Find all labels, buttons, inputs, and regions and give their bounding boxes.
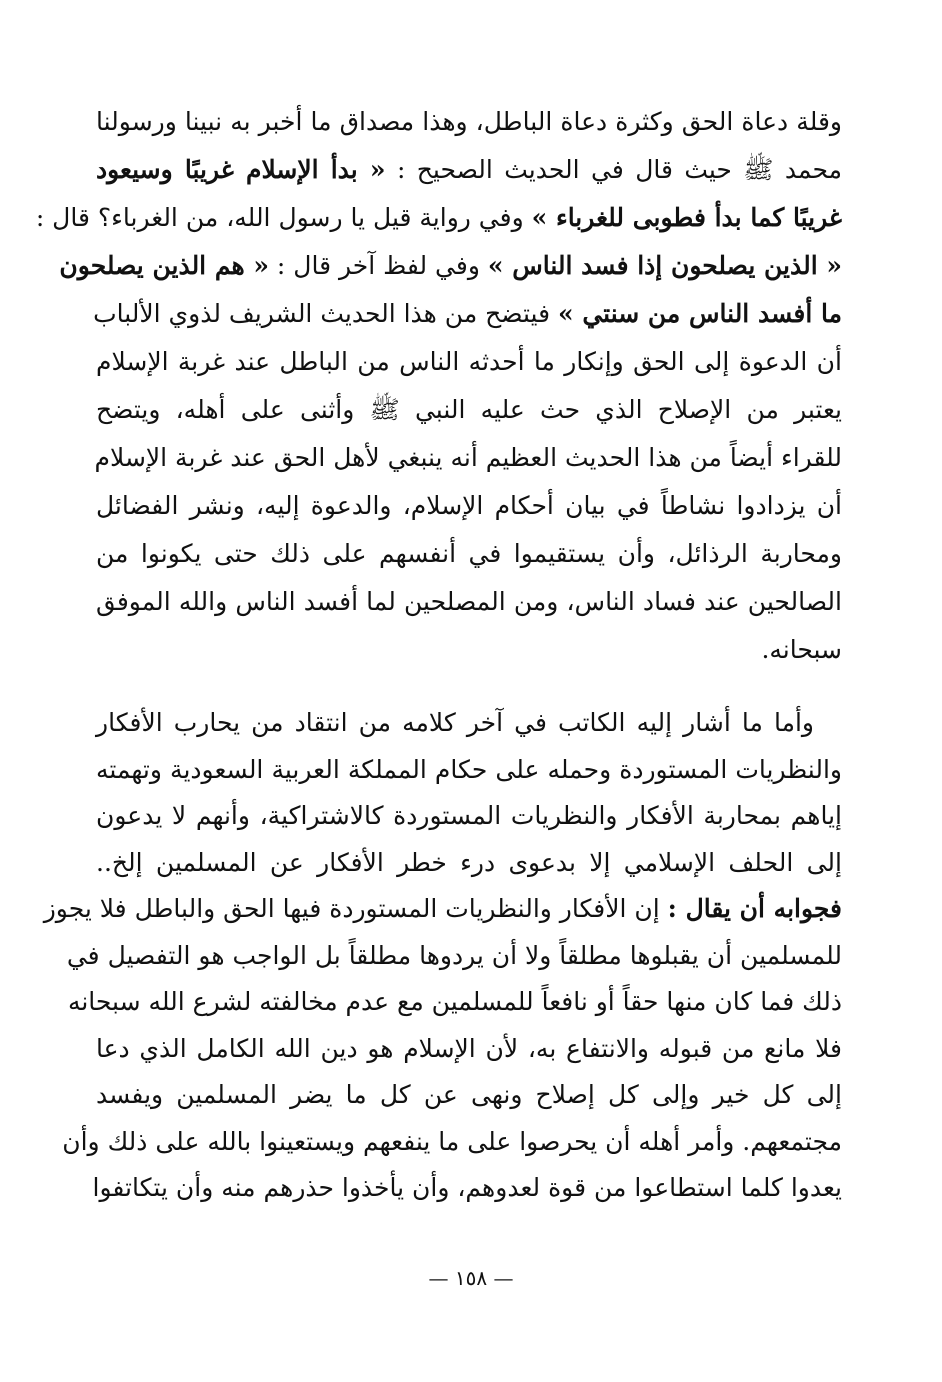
text-line xyxy=(96,386,842,434)
text-line xyxy=(59,242,842,290)
hadith-quote: « هم الذين يصلحون xyxy=(59,251,269,280)
text-line xyxy=(96,482,842,530)
line-text: للقراء أيضاً من هذا الحديث العظيم أنه ينبغي لأهل الحق عند غربة الإسلام xyxy=(94,443,842,472)
hadith-quote: « بدأ الإسلام غريبًا وسيعود xyxy=(96,155,386,184)
text-line xyxy=(96,530,842,578)
text-line xyxy=(96,1026,842,1073)
text-line xyxy=(67,979,842,1026)
line-text: محمد ﷺ حيث قال في الحديث الصحيح : xyxy=(396,155,843,184)
line-text: أن الدعوة إلى الحق وإنكار ما أحدثه الناس من الباطل عند غربة الإسلام xyxy=(96,347,842,376)
line-text: يعدوا كلما استطاعوا من قوة لعدوهم، وأن يأخذوا حذرهم منه وأن يتكاتفوا xyxy=(92,1173,842,1202)
answer-lead: فجوابه أن يقال : xyxy=(667,894,842,923)
line-text: فيتضح من هذا الحديث الشريف لذوي الألباب xyxy=(93,299,558,328)
text-line xyxy=(43,886,842,933)
text-line xyxy=(96,840,842,887)
text-line xyxy=(35,194,842,242)
text-line xyxy=(96,98,842,146)
line-text: يعتبر من الإصلاح الذي حث عليه النبي ﷺ وأثنى على أهله، ويتضح xyxy=(96,395,842,424)
line-text: ذلك فما كان منها حقاً أو نافعاً للمسلمين مع عدم مخالفته لشرع الله سبحانه xyxy=(67,987,842,1016)
line-text: وفي لفظ آخر قال : xyxy=(268,251,488,280)
paragraph-1 xyxy=(35,98,843,674)
text-line xyxy=(96,578,842,626)
line-text: وأما ما أشار إليه الكاتب في آخر كلامه من انتقاد من يحارب الأفكار xyxy=(96,708,814,737)
text-line xyxy=(96,146,842,194)
line-text: إياهم بمحاربة الأفكار والنظريات المستوردة كالاشتراكية، وأنهم لا يدعون xyxy=(96,801,842,830)
text-line xyxy=(66,933,842,980)
line-text: ومحاربة الرذائل، وأن يستقيموا في أنفسهم على ذلك حتى يكونوا من xyxy=(96,539,842,568)
text-line xyxy=(96,700,842,747)
line-text: فلا مانع من قبوله والانتفاع به، لأن الإسلام هو دين الله الكامل الذي دعا xyxy=(96,1033,842,1063)
page-number: — ١٥٨ — xyxy=(428,1266,514,1290)
text-line xyxy=(96,626,842,674)
hadith-quote: ما أفسد الناس من سنتي » xyxy=(557,299,842,328)
text-line xyxy=(96,793,842,840)
line-text: وفي رواية قيل يا رسول الله، من الغرباء؟ قال : xyxy=(35,203,532,232)
line-text: إن الأفكار والنظريات المستوردة فيها الحق والباطل فلا يجوز xyxy=(43,894,668,923)
line-text: سبحانه. xyxy=(761,635,842,664)
line-text: والنظريات المستوردة وحمله على حكام المملكة العربية السعودية وتهمته xyxy=(96,754,842,784)
text-line xyxy=(62,1119,842,1166)
text-line xyxy=(96,1072,842,1119)
text-line xyxy=(96,747,842,794)
line-text: وقلة دعاة الحق وكثرة دعاة الباطل، وهذا مصداق ما أخبر به نبينا ورسولنا xyxy=(96,107,842,136)
text-line xyxy=(96,434,842,482)
hadith-quote: غريبًا كما بدأ فطوبى للغرباء » xyxy=(531,203,842,232)
line-text: الصالحين عند فساد الناس، ومن المصلحين لما أفسد الناس والله الموفق xyxy=(96,587,842,616)
line-text: إلى الحلف الإسلامي إلا بدعوى درء خطر الأفكار عن المسلمين إلخ.. xyxy=(96,847,842,877)
line-text: للمسلمين أن يقبلوها مطلقاً ولا أن يردوها مطلقاً بل الواجب هو التفصيل في xyxy=(66,940,842,970)
hadith-quote: « الذين يصلحون إذا فسد الناس » xyxy=(487,251,842,280)
text-line xyxy=(96,338,842,386)
line-text: مجتمعهم. وأمر أهله أن يحرصوا على ما ينفعهم ويستعينوا بالله على ذلك وأن xyxy=(62,1126,842,1156)
line-text: أن يزدادوا نشاطاً في بيان أحكام الإسلام، والدعوة إليه، ونشر الفضائل xyxy=(96,491,842,520)
text-line xyxy=(92,1165,842,1212)
line-text: إلى كل خير وإلى كل إصلاح ونهى عن كل ما يضر المسلمين ويفسد xyxy=(96,1080,842,1109)
paragraph-2 xyxy=(43,700,842,1212)
text-line xyxy=(93,290,842,338)
